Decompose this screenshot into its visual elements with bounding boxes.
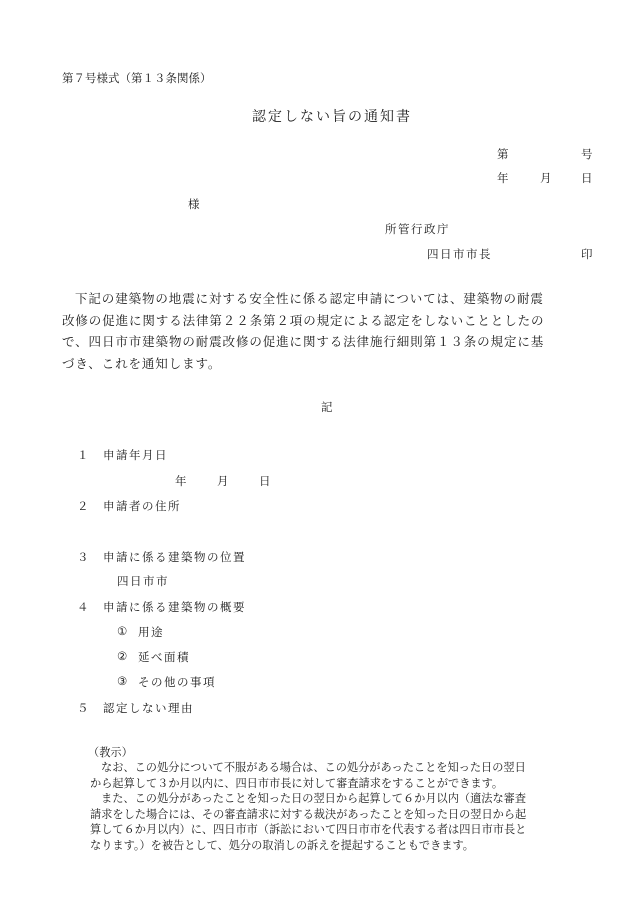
date-month: 月 <box>540 171 552 185</box>
seal-mark: 印 <box>581 247 593 261</box>
ki-heading: 記 <box>321 400 333 414</box>
notice-line: 請求をした場合には、その審査請求に対する裁決があったことを知った日の翌日から起 <box>90 807 527 821</box>
subitem-2-label: 延べ面積 <box>138 650 190 664</box>
body-line: 下記の建築物の地震に対する安全性に係る認定申請については、建築物の耐震 <box>75 291 544 306</box>
notice-line: 算して６か月以内）に、四日市市（訴訟において四日市市を代表する者は四日市市長と <box>90 823 527 836</box>
item-1-month: 月 <box>217 474 229 488</box>
number-suffix: 号 <box>581 147 593 161</box>
number-prefix: 第 <box>497 147 509 161</box>
subitem-1-mark: ① <box>117 624 128 638</box>
item-3-number: ３ <box>77 550 89 564</box>
subitem-3-mark: ③ <box>117 674 128 688</box>
body-line: で、四日市市建築物の耐震改修の促進に関する法律施行細則第１３条の規定に基 <box>62 334 545 349</box>
item-1-year: 年 <box>175 474 187 488</box>
item-5-number: ５ <box>77 701 89 715</box>
item-4-label: 申請に係る建築物の概要 <box>103 600 246 614</box>
authority: 所管行政庁 <box>385 222 450 236</box>
item-4-number: ４ <box>77 600 89 614</box>
item-2-label: 申請者の住所 <box>103 499 181 513</box>
subitem-3-label: その他の事項 <box>138 675 216 689</box>
notice-line: から起算して３か月以内に、四日市市長に対して審査請求をすることができます。 <box>90 776 504 790</box>
notice-heading: （教示） <box>88 746 133 759</box>
item-3-value: 四日市市 <box>117 574 169 588</box>
item-1-label: 申請年月日 <box>103 448 168 462</box>
subitem-2-mark: ② <box>117 649 128 663</box>
notice-text <box>90 760 590 853</box>
notice-line: なお、この処分について不服がある場合は、この処分があったことを知った日の翌日 <box>101 761 526 774</box>
document-title: 認定しない旨の通知書 <box>252 109 412 125</box>
date-year: 年 <box>497 171 509 185</box>
item-1-number: １ <box>77 448 89 462</box>
item-2-number: ２ <box>77 499 89 513</box>
notice-line: なります。）を被告として、処分の取消しの訴えを提起することもできます。 <box>90 838 474 852</box>
body-line: づき、これを通知します。 <box>62 355 222 371</box>
item-5-label: 認定しない理由 <box>103 701 194 715</box>
date-day: 日 <box>581 171 593 185</box>
body-paragraph <box>62 288 592 374</box>
item-3-label: 申請に係る建築物の位置 <box>103 550 246 564</box>
notice-line: また、この処分があったことを知った日の翌日から起算して６か月以内（適法な審査 <box>101 792 527 805</box>
issuer-name: 四日市市長 <box>427 247 492 261</box>
subitem-1-label: 用途 <box>138 625 164 639</box>
item-1-day: 日 <box>259 474 271 488</box>
addressee-suffix: 様 <box>188 197 200 211</box>
body-line: 改修の促進に関する法律第２２条第２項の規定による認定をしないこととしたの <box>62 312 545 328</box>
form-label: 第７号様式（第１３条関係） <box>62 71 212 85</box>
